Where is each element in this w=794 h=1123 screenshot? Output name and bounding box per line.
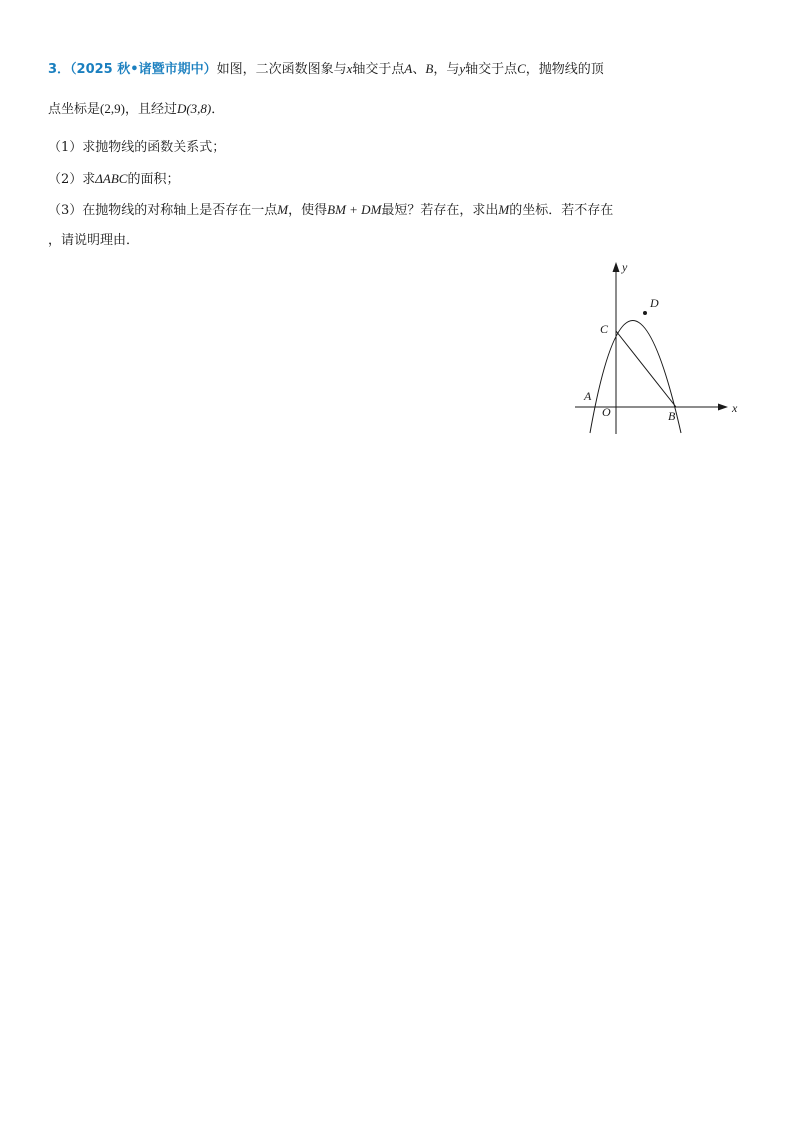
x-axis-arrow-icon: [718, 404, 728, 411]
part-1-text: （1）求抛物线的函数关系式；: [48, 140, 226, 155]
stem-text-1c: ，与: [433, 62, 460, 77]
y-axis-label: y: [622, 260, 628, 274]
point-m-2: M: [498, 202, 510, 217]
stem-text-1b: 轴交于点: [352, 62, 405, 77]
origin-label: O: [602, 405, 611, 419]
label-b: B: [668, 409, 676, 423]
point-d-dot: [643, 311, 647, 315]
part-2-text-a: （2）求: [48, 172, 96, 187]
part-3-text-b: ，使得: [288, 203, 328, 218]
question-line-1: [48, 60, 604, 79]
stem-sep: 、: [412, 62, 426, 77]
part-1: [48, 139, 225, 157]
question-line-2: [48, 100, 224, 119]
vertex-coord: (2,9): [100, 101, 125, 116]
segment-cb: [616, 331, 676, 407]
stem-text-1d: 轴交于点: [465, 62, 518, 77]
part-3: [48, 201, 613, 220]
stem-text-2a: 点坐标是: [48, 102, 101, 117]
label-d: D: [650, 296, 659, 310]
expr-bm-dm: BM + DM: [327, 202, 382, 217]
point-b: B: [425, 61, 434, 76]
label-c: C: [600, 322, 609, 336]
stem-text-2b: ，且经过: [124, 102, 177, 117]
question-number: 3．: [48, 62, 71, 77]
stem-text-1a: 如图，二次函数图象与: [216, 62, 347, 77]
point-a: A: [404, 61, 413, 76]
stem-text-2c: ．: [211, 102, 225, 117]
parabola-figure: [570, 258, 750, 438]
point-c: C: [517, 61, 526, 76]
x-axis-label: x: [732, 401, 738, 415]
part-3-text-d: 的坐标．若不存在: [509, 203, 614, 218]
y-axis-arrow-icon: [613, 262, 620, 272]
label-a: A: [584, 389, 592, 403]
question-source: （2025 秋•诸暨市期中）: [70, 62, 217, 77]
part-3-continued: [48, 232, 139, 250]
point-d-coord: D(3,8): [176, 101, 212, 116]
triangle-abc: ΔABC: [95, 171, 128, 186]
stem-text-1e: ，抛物线的顶: [525, 62, 604, 77]
part-2-text-b: 的面积；: [127, 172, 180, 187]
part-3-text-a: （3）在抛物线的对称轴上是否存在一点: [48, 203, 278, 218]
var-x: x: [346, 61, 353, 76]
point-m: M: [277, 202, 289, 217]
part-3-text-c: 最短？若存在，求出: [381, 203, 499, 218]
part-3-line-2: ，请说明理由．: [48, 233, 140, 248]
var-y: y: [459, 61, 466, 76]
part-2: [48, 170, 179, 189]
